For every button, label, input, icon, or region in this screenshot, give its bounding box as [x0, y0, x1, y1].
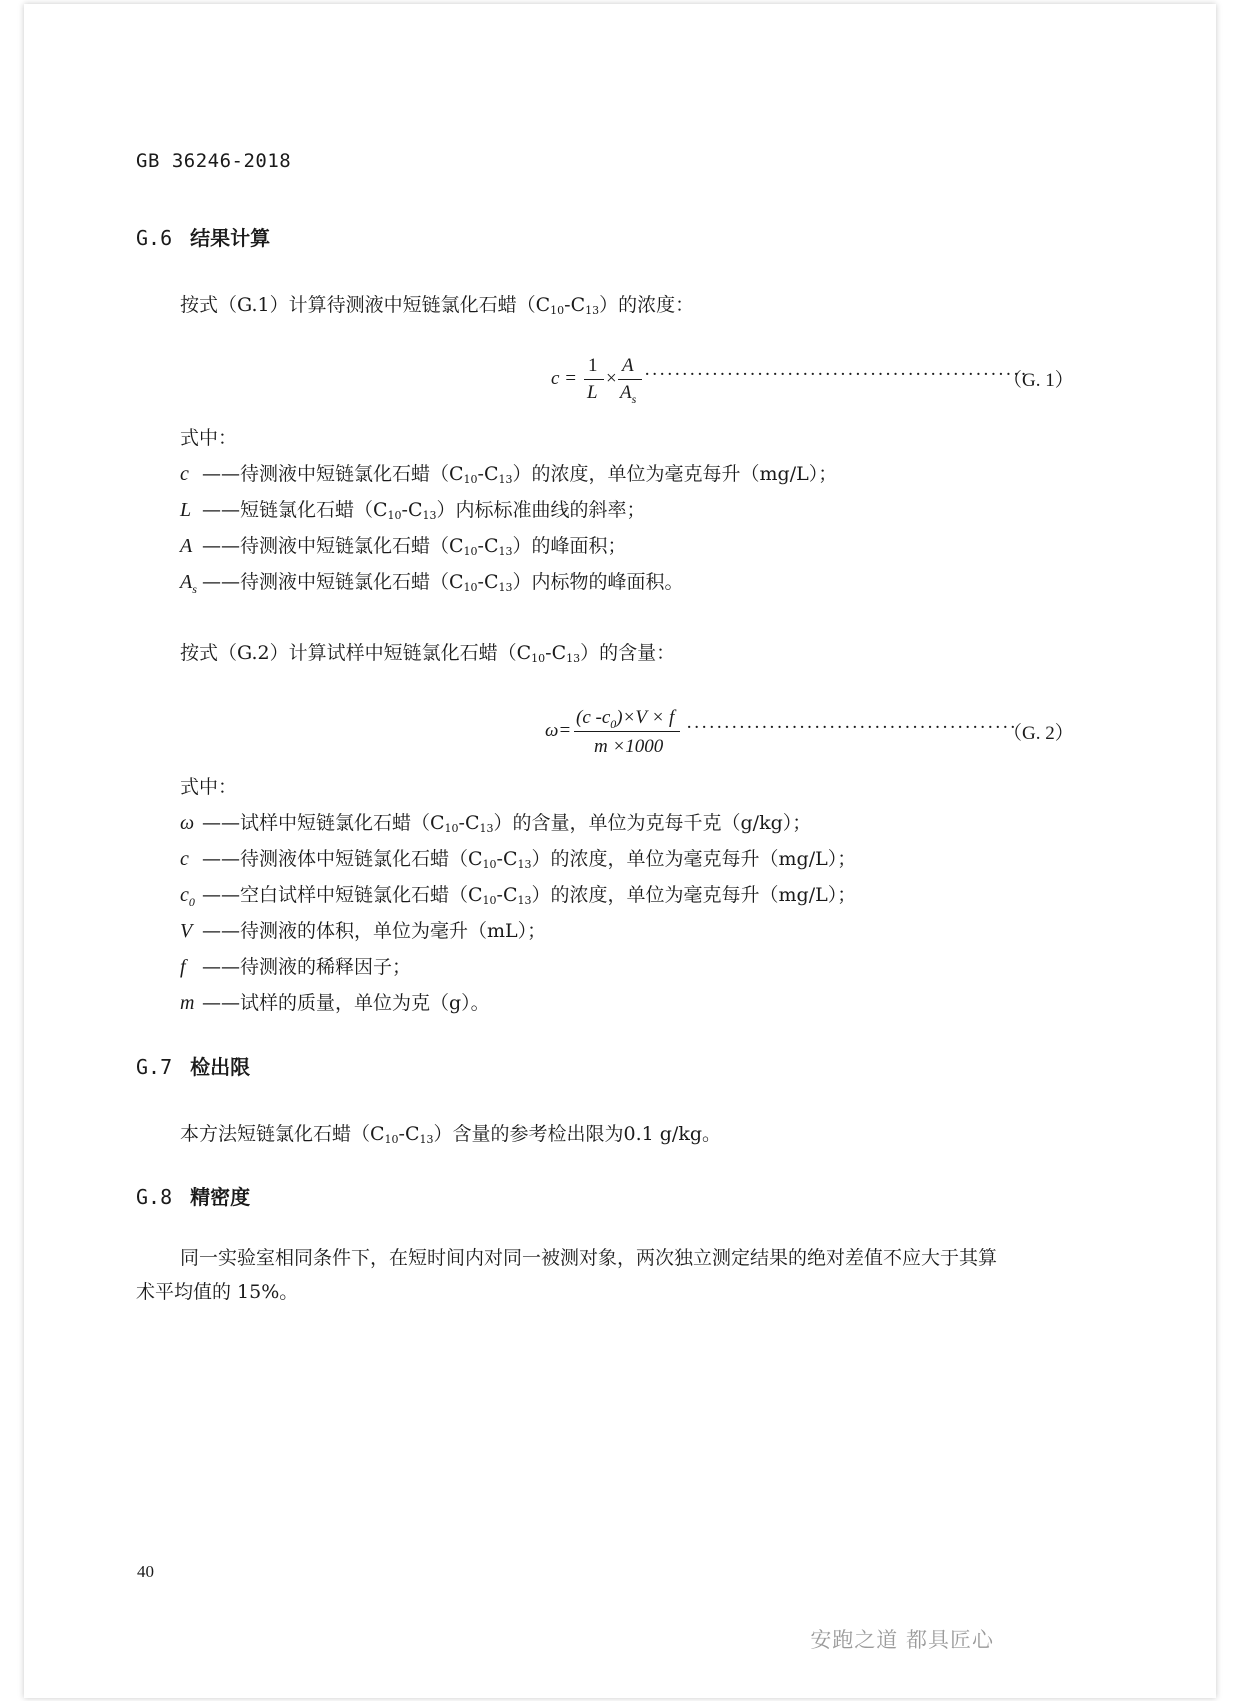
text: ）的含量：: [580, 642, 676, 664]
text: ）的含量，单位为克每千克（g/kg）；: [493, 812, 812, 834]
subscript: 10: [463, 581, 478, 594]
symbol: [180, 884, 202, 910]
where-label: 式中：: [180, 427, 238, 449]
text: (c -c: [576, 707, 611, 728]
times-sign: ×: [606, 368, 617, 389]
subscript: 13: [479, 822, 494, 835]
section-heading-g7: [136, 1051, 250, 1080]
definition-row: [180, 988, 490, 1015]
fraction-bar: [618, 379, 642, 380]
formula1-intro: [180, 290, 694, 317]
symbol: L: [180, 499, 192, 521]
definition-row: [180, 567, 684, 597]
symbol: f: [180, 956, 186, 978]
text: ——待测液的稀释因子；: [202, 956, 412, 978]
text: ）内标物的峰面积。: [512, 571, 684, 593]
symbol: m: [180, 992, 195, 1014]
detection-limit-text: [180, 1119, 721, 1146]
text: )×V × f: [616, 707, 675, 728]
text: ——试样的质量，单位为克（g）。: [202, 992, 490, 1014]
text: ——空白试样中短链氯化石蜡（C: [202, 884, 483, 906]
text: ）含量的参考检出限为0.1 g/kg。: [433, 1123, 722, 1145]
standard-number: GB 36246-2018: [136, 150, 292, 172]
subscript: 13: [498, 473, 513, 486]
subscript: 10: [482, 858, 497, 871]
fraction-numerator: A: [622, 355, 634, 376]
text: ）的浓度：: [599, 294, 695, 316]
subscript: s: [192, 582, 197, 596]
symbol: A: [620, 382, 632, 403]
subscript: 10: [550, 304, 565, 317]
definition-row: [180, 952, 411, 979]
fraction-denominator: m ×1000: [594, 736, 664, 757]
subscript: 13: [566, 652, 581, 665]
definition-row: [180, 916, 546, 943]
definition-row: [180, 459, 837, 486]
symbol: c: [180, 463, 189, 485]
definition-row: [180, 495, 646, 522]
text: ——试样中短链氯化石蜡（C: [202, 812, 445, 834]
watermark: 安跑之道 都具匠心: [810, 1628, 994, 1652]
formula-lhs: ω=: [545, 720, 572, 741]
subscript: 13: [419, 1133, 434, 1146]
text: -C: [564, 294, 586, 316]
symbol: ω: [180, 812, 195, 834]
subscript: 10: [463, 473, 478, 486]
text: -C: [458, 812, 480, 834]
symbol: c: [180, 848, 189, 870]
subscript: 13: [517, 894, 532, 907]
text: 本方法短链氯化石蜡（C: [180, 1123, 385, 1145]
text: -C: [477, 571, 499, 593]
formula-lhs: c =: [551, 368, 578, 389]
symbol: [180, 571, 202, 597]
text: -C: [398, 1123, 420, 1145]
symbol-base: A: [180, 571, 193, 593]
section-title: 结果计算: [190, 226, 271, 250]
subscript: 0: [188, 895, 195, 909]
subscript: 13: [498, 545, 513, 558]
section-number: G.6: [136, 226, 173, 250]
text: ）内标标准曲线的斜率；: [436, 499, 646, 521]
text: ——短链氯化石蜡（C: [202, 499, 388, 521]
definition-row: [180, 531, 627, 558]
text: 按式（G.2）计算试样中短链氯化石蜡（C: [180, 642, 532, 664]
subscript: 10: [463, 545, 478, 558]
subscript: 10: [384, 1133, 399, 1146]
text: -C: [477, 535, 499, 557]
text: ——待测液的体积，单位为毫升（mL）；: [202, 920, 547, 942]
definition-row: [180, 844, 856, 871]
subscript: 10: [531, 652, 546, 665]
section-number: G.8: [136, 1185, 173, 1209]
leader-dots: ···················································: [644, 364, 1028, 385]
subscript: 13: [517, 858, 532, 871]
text: ——待测液中短链氯化石蜡（C: [202, 463, 464, 485]
leader-dots: ············································: [686, 717, 1018, 738]
subscript: 13: [585, 304, 600, 317]
section-heading-g8: [136, 1181, 250, 1210]
subscript: 13: [498, 581, 513, 594]
precision-text-line1: 同一实验室相同条件下，在短时间内对同一被测对象，两次独立测定结果的绝对差值不应大于其算: [180, 1247, 998, 1269]
subscript: 10: [482, 894, 497, 907]
definition-row: [180, 808, 811, 835]
section-title: 检出限: [190, 1055, 251, 1079]
subscript: 10: [387, 509, 402, 522]
page-number: 40: [137, 1562, 154, 1581]
section-heading-g6: [136, 222, 270, 251]
precision-text-line2: 术平均值的 15%。: [136, 1281, 299, 1303]
text: ）的浓度，单位为毫克每升（mg/L）；: [512, 463, 838, 485]
text: ）的浓度，单位为毫克每升（mg/L）；: [531, 884, 857, 906]
symbol: A: [180, 535, 193, 557]
formula2-intro: [180, 638, 675, 665]
equation-number: （G. 1）: [1003, 370, 1074, 391]
subscript: 0: [610, 717, 617, 731]
text: ）的浓度，单位为毫克每升（mg/L）；: [531, 848, 857, 870]
subscript: 13: [422, 509, 437, 522]
text: ——待测液中短链氯化石蜡（C: [202, 571, 464, 593]
text: ）的峰面积；: [512, 535, 627, 557]
fraction-denominator: [620, 382, 636, 407]
where-label: 式中：: [180, 776, 238, 798]
symbol: V: [180, 920, 193, 942]
text: -C: [477, 463, 499, 485]
text: 按式（G.1）计算待测液中短链氯化石蜡（C: [180, 294, 551, 316]
subscript: 10: [444, 822, 459, 835]
text: -C: [545, 642, 567, 664]
text: ——待测液中短链氯化石蜡（C: [202, 535, 464, 557]
text: -C: [496, 848, 518, 870]
definition-row: [180, 880, 856, 910]
equation-number: （G. 2）: [1003, 723, 1074, 744]
fraction-bar: [574, 731, 680, 732]
section-title: 精密度: [190, 1185, 251, 1209]
section-number: G.7: [136, 1055, 173, 1079]
symbol-base: c: [180, 884, 189, 906]
fraction-bar: [584, 379, 604, 380]
text: -C: [401, 499, 423, 521]
fraction-numerator: [576, 707, 674, 732]
subscript: s: [631, 392, 637, 406]
text: -C: [496, 884, 518, 906]
fraction-numerator: 1: [588, 355, 598, 376]
text: ——待测液体中短链氯化石蜡（C: [202, 848, 483, 870]
fraction-denominator: L: [587, 382, 598, 403]
